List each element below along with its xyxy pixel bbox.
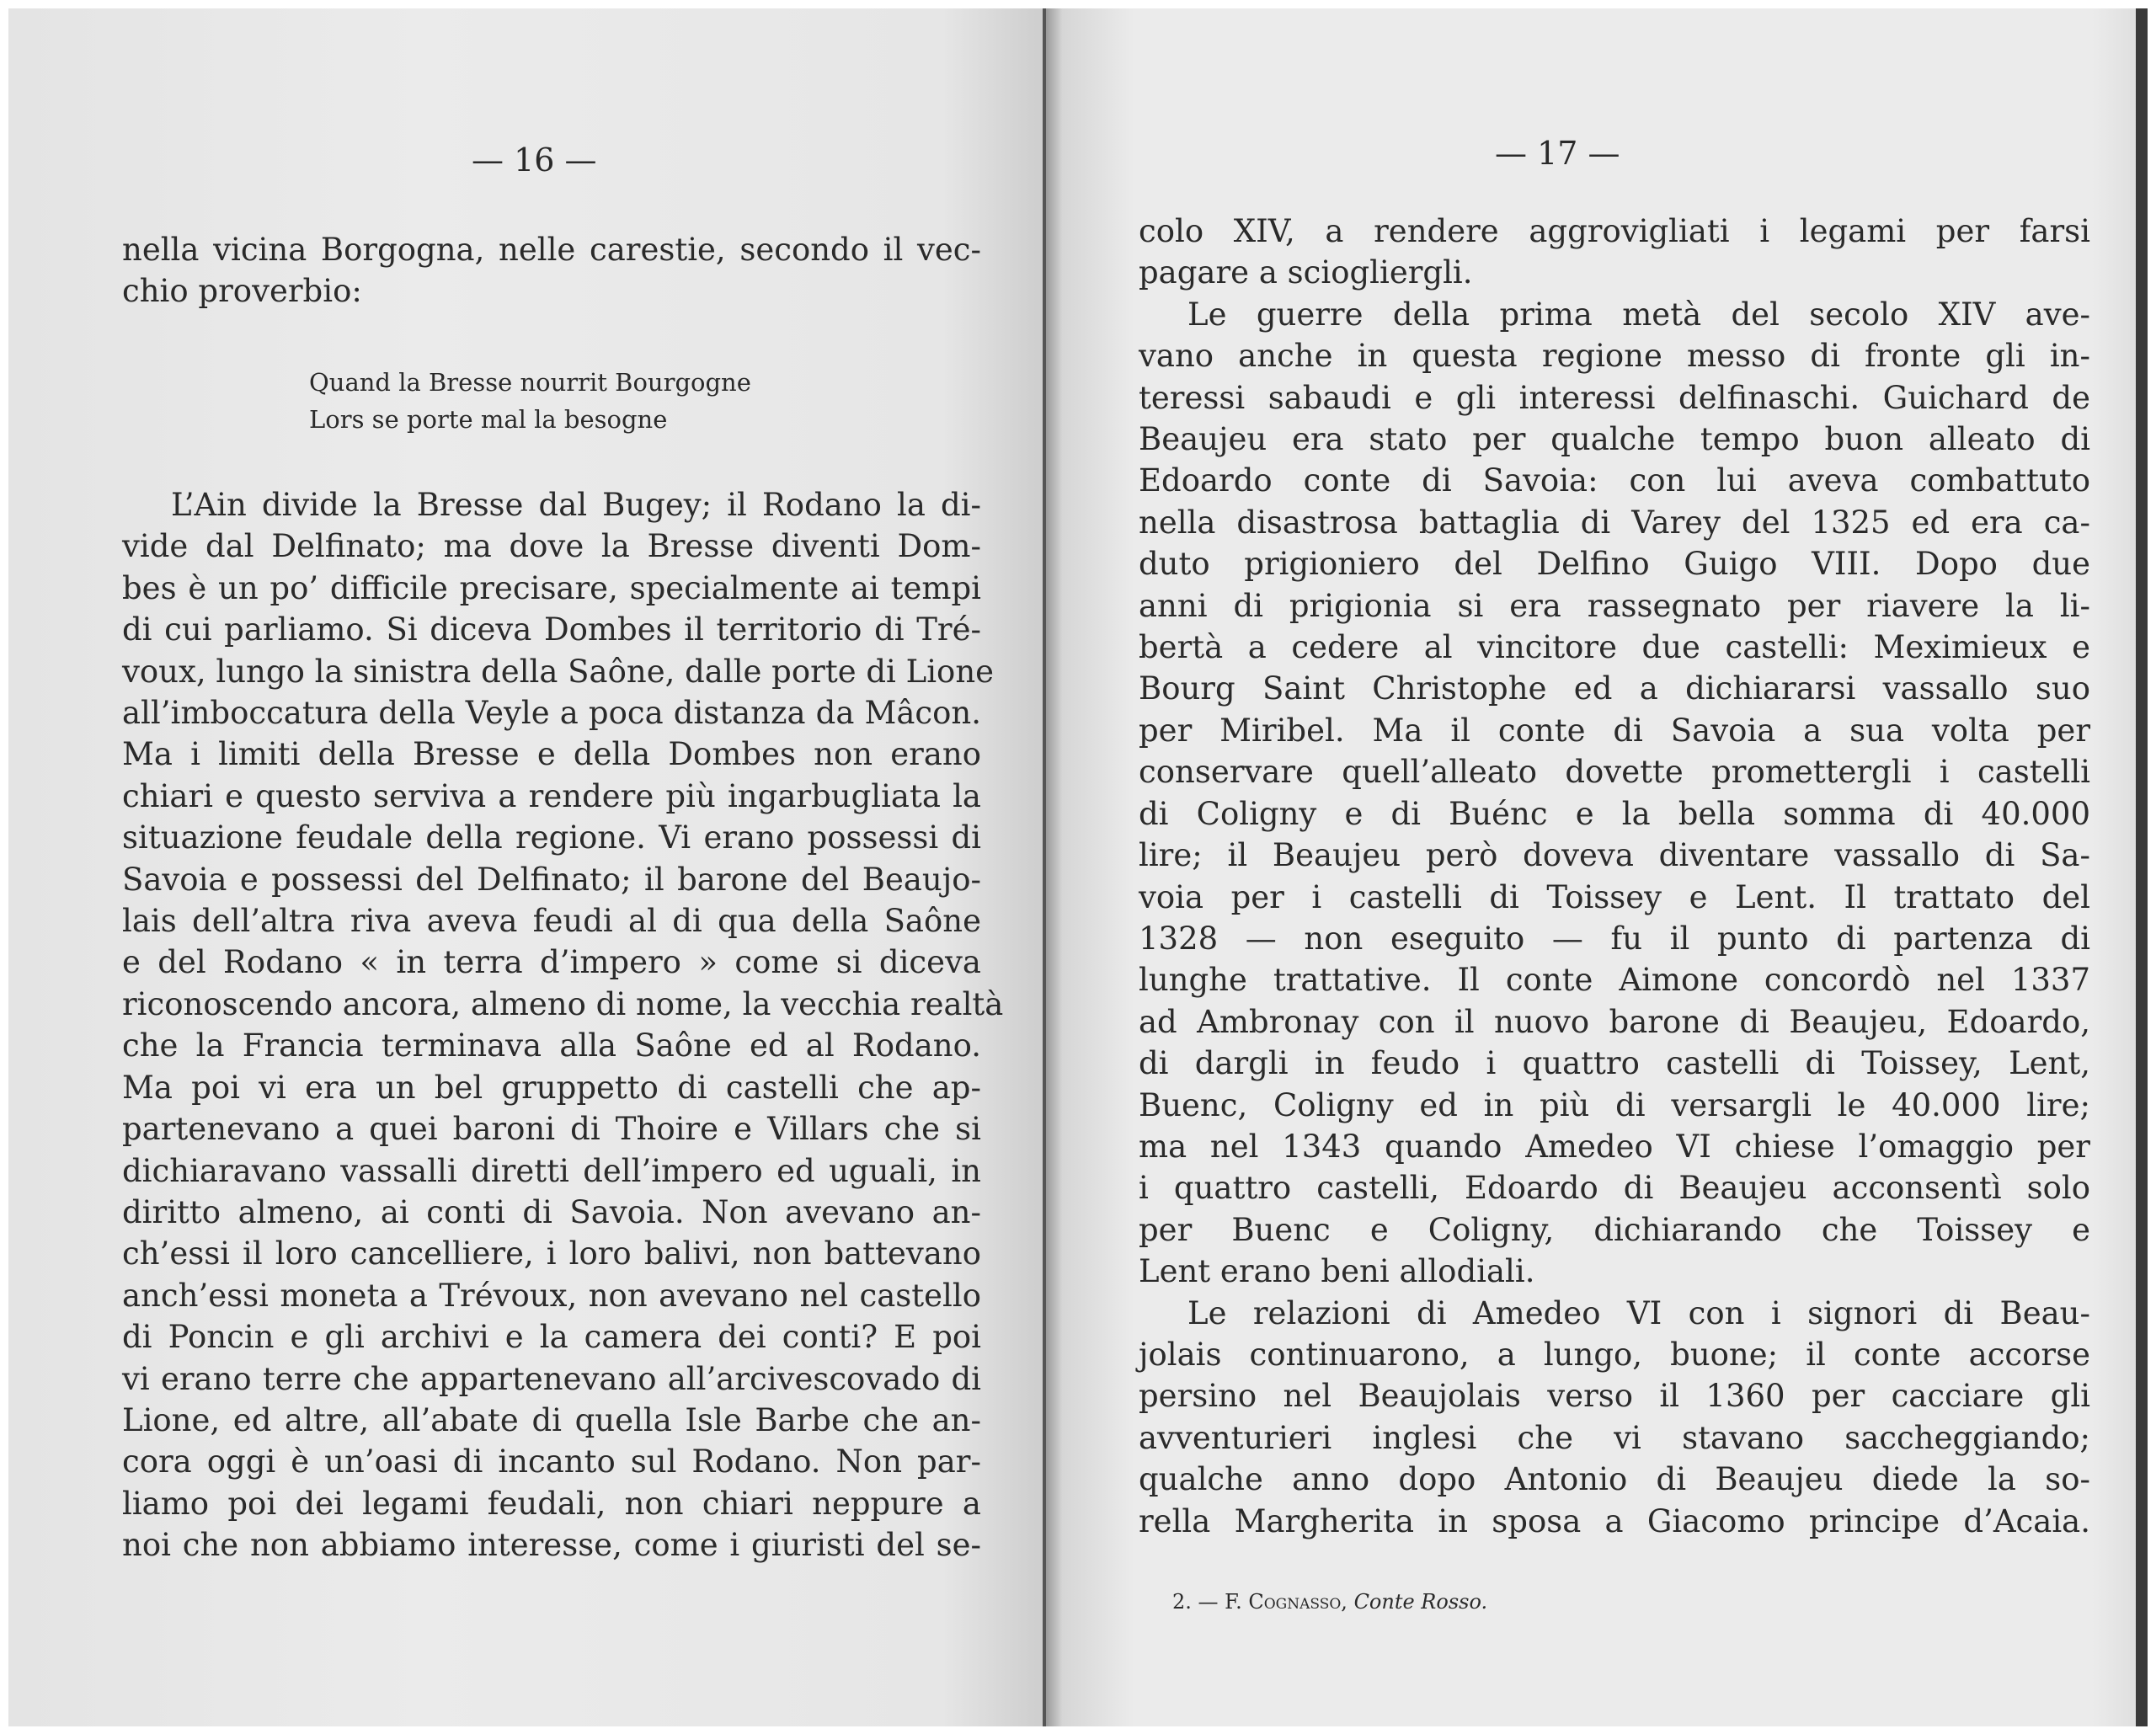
text-line: chio proverbio: [122,273,362,310]
text-line: Lione, ed altre, all’abate di quella Isle Barbe che an- [122,1401,981,1438]
text-line: lais dell’altra riva aveva feudi al di qua della Saône [122,903,981,940]
left-page [8,8,1046,1726]
text-line: vide dal Delfinato; ma dove la Bresse diventi Dom- [122,528,981,565]
signature-footer [1172,1589,1487,1614]
left-intro-text [122,229,981,312]
text-line: lunghe trattative. Il conte Aimone concordò nel 1337 [1139,962,2090,999]
text-line: per Miribel. Ma il conte di Savoia a sua volta per [1139,712,2090,749]
page-number-right: — 17 — [1495,135,1620,172]
text-line: bes è un po’ difficile precisare, specialmente ai tempi [122,569,981,606]
text-line: vi erano terre che appartenevano all’arcivescovado di [122,1360,981,1397]
text-line: di Poncin e gli archivi e la camera dei conti? E poi [122,1319,981,1356]
text-line: Ma poi vi era un bel gruppetto di castelli che ap- [122,1069,981,1106]
text-line: colo XIV, a rendere aggrovigliati i legami per farsi [1139,213,2090,249]
text-line: per Buenc e Coligny, dichiarando che Toissey e [1139,1211,2090,1248]
page-edge-shadow [2136,8,2148,1726]
text-line: Bourg Saint Christophe ed a dichiararsi vassallo suo [1139,670,2090,707]
text-line: anch’essi moneta a Trévoux, non avevano nel castello [122,1277,981,1314]
text-line: e del Rodano « in terra d’impero » come si diceva [122,944,981,981]
text-line: 1328 — non eseguito — fu il punto di partenza di [1139,920,2090,957]
text-line: chiari e questo serviva a rendere più ingarbugliata la [122,777,981,814]
text-line: ma nel 1343 quando Amedeo VI chiese l’omaggio per [1139,1128,2090,1165]
text-line: persino nel Beaujolais verso il 1360 per cacciare gli [1139,1378,2090,1415]
text-line: pagare a sciogliergli. [1139,254,1473,291]
text-line: Le relazioni di Amedeo VI con i signori di Beau- [1187,1294,2090,1331]
text-line: Le guerre della prima metà del secolo XIV ave- [1187,296,2090,333]
text-line: cora oggi è un’oasi di incanto sul Rodano. Non par- [122,1443,981,1481]
text-line: Buenc, Coligny ed in più di versargli le 40.000 lire; [1139,1086,2090,1123]
text-line: anni di prigionia si era rassegnato per riavere la li- [1139,587,2090,624]
text-line: nella vicina Borgogna, nelle carestie, secondo il vec- [122,232,981,268]
text-line: duto prigioniero del Delfino Guigo VIII. Dopo due [1139,546,2090,583]
text-line: L’Ain divide la Bresse dal Bugey; il Rodano la di- [171,487,981,523]
text-line: Lent erano beni allodiali. [1139,1253,1535,1290]
text-line: di Coligny e di Buénc e la bella somma di 40.000 [1139,795,2090,832]
text-line: noi che non abbiamo interesse, come i giuristi del se- [122,1527,981,1564]
verse-line: Lors se porte mal la besogne [309,405,668,434]
signature-mark: 2. — [1172,1590,1225,1614]
text-line: Savoia e possessi del Delfinato; il barone del Beaujo- [122,861,981,898]
text-line: nella disastrosa battaglia di Varey del 1325 ed era ca- [1139,504,2090,541]
footer-author: F. Cognasso, [1225,1590,1348,1614]
text-line: Beaujeu era stato per qualche tempo buon alleato di [1139,421,2090,458]
page-number-left: — 16 — [472,141,597,179]
text-line: avventurieri inglesi che vi stavano saccheggiando; [1139,1419,2090,1456]
verse-line: Quand la Bresse nourrit Bourgogne [309,368,751,397]
text-line: ad Ambronay con il nuovo barone di Beaujeu, Edoardo, [1139,1003,2090,1040]
text-line: che la Francia terminava alla Saône ed al Rodano. [122,1027,981,1064]
text-line: conservare quell’alleato dovette promettergli i castelli [1139,754,2090,791]
text-line: rella Margherita in sposa a Giacomo principe d’Acaia. [1139,1502,2090,1539]
right-body-text [1139,211,2090,1542]
verse-quote [309,364,751,438]
text-line: i quattro castelli, Edoardo di Beaujeu acconsentì solo [1139,1170,2090,1207]
right-page [1046,8,2148,1726]
text-line: qualche anno dopo Antonio di Beaujeu diede la so- [1139,1461,2090,1498]
footer-work-title: Conte Rosso. [1353,1590,1488,1614]
text-line: vano anche in questa regione messo di fronte gli in- [1139,338,2090,375]
text-line: teressi sabaudi e gli interessi delfinaschi. Guichard de [1139,379,2090,416]
text-line: dichiaravano vassalli diretti dell’impero ed uguali, in [122,1152,981,1189]
text-line: jolais continuarono, a lungo, buone; il conte accorse [1139,1336,2090,1373]
text-line: bertà a cedere al vincitore due castelli: Meximieux e [1139,629,2090,666]
text-line: situazione feudale della regione. Vi erano possessi di [122,819,981,856]
text-line: lire; il Beaujeu però doveva diventare vassallo di Sa- [1139,837,2090,874]
left-main-paragraph [122,484,1004,1566]
text-line: all’imboccatura della Veyle a poca distanza da Mâcon. [122,695,981,732]
book-spread [8,8,2148,1726]
text-line: liamo poi dei legami feudali, non chiari neppure a [122,1485,981,1522]
text-line: ch’essi il loro cancelliere, i loro balivi, non battevano [122,1235,981,1272]
text-line: Edoardo conte di Savoia: con lui aveva combattuto [1139,462,2090,499]
text-line: diritto almeno, ai conti di Savoia. Non avevano an- [122,1193,981,1230]
text-line: partenevano a quei baroni di Thoire e Villars che si [122,1111,981,1148]
text-line: voux, lungo la sinistra della Saône, dalle porte di Lione [122,653,995,690]
text-line: di dargli in feudo i quattro castelli di Toissey, Lent, [1139,1045,2090,1082]
text-line: di cui parliamo. Si diceva Dombes il territorio di Tré- [122,611,981,648]
text-line: voia per i castelli di Toissey e Lent. Il trattato del [1139,878,2090,915]
text-line: riconoscendo ancora, almeno di nome, la vecchia realtà [122,985,1004,1022]
text-line: Ma i limiti della Bresse e della Dombes non erano [122,736,981,773]
